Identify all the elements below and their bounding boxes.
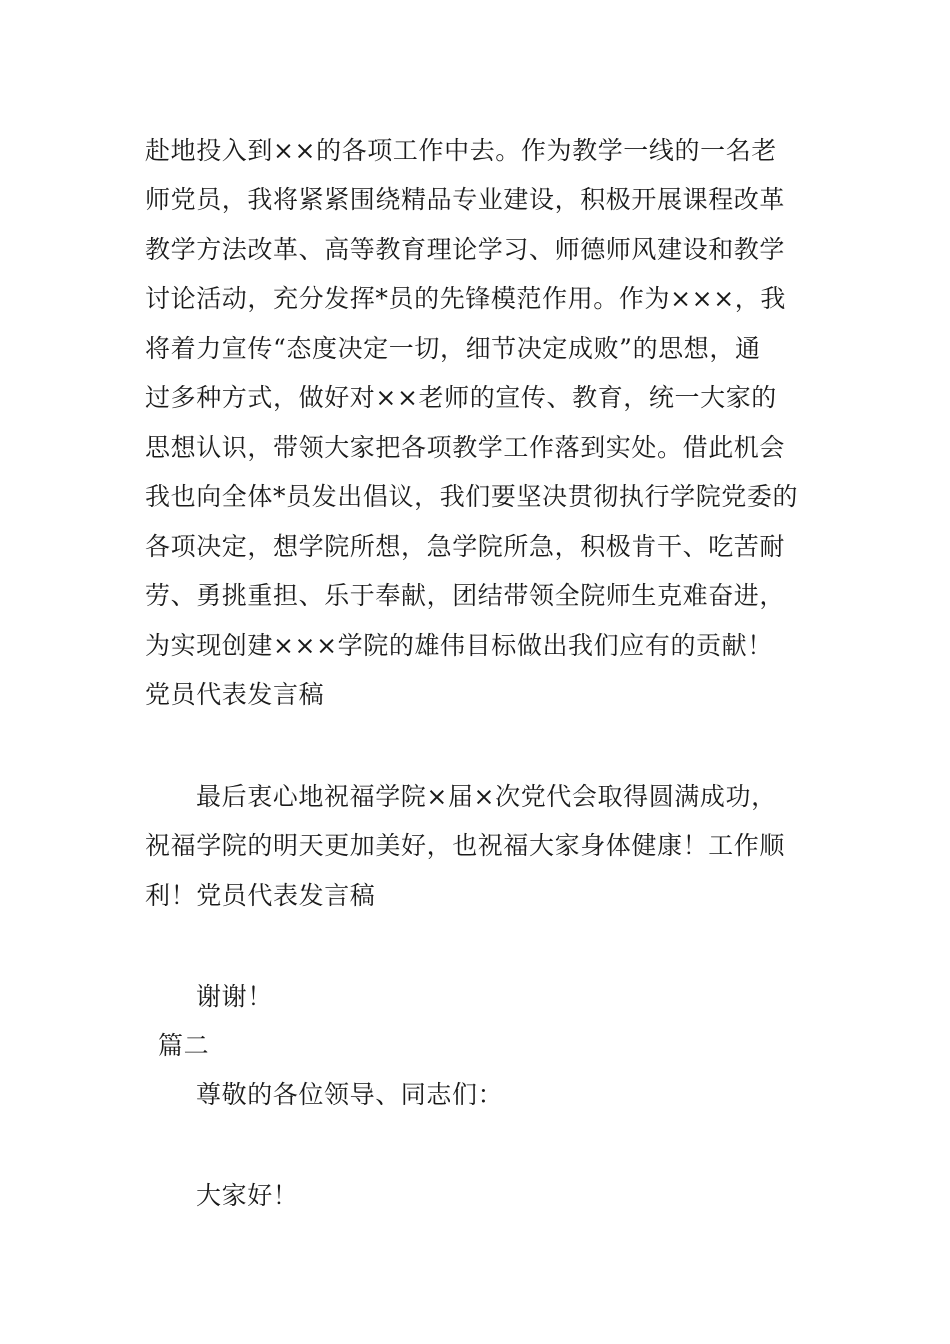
salutation: 尊敬的各位领导、同志们： bbox=[196, 1080, 504, 1109]
body-text-line: 最后衷心地祝福学院×届×次党代会取得圆满成功， bbox=[196, 782, 777, 811]
body-text-line: 为实现创建×××学院的雄伟目标做出我们应有的贡献！ bbox=[145, 631, 773, 660]
body-text-line: 教学方法改革、高等教育理论学习、师德师风建设和教学 bbox=[145, 235, 786, 264]
section-heading: 篇二 bbox=[158, 1031, 210, 1060]
body-text-line: 祝福学院的明天更加美好，也祝福大家身体健康！工作顺 bbox=[145, 831, 786, 860]
body-text-line: 思想认识，带领大家把各项教学工作落到实处。借此机会 bbox=[145, 433, 786, 462]
closing-thanks: 谢谢！ bbox=[196, 982, 273, 1011]
body-text-line: 利！党员代表发言稿 bbox=[145, 881, 376, 910]
body-text-line: 各项决定，想学院所想，急学院所急，积极肯干、吃苦耐 bbox=[145, 532, 786, 561]
body-text-line: 将着力宣传“态度决定一切，细节决定成败”的思想，通 bbox=[145, 334, 761, 363]
body-text-line: 师党员，我将紧紧围绕精品专业建设，积极开展课程改革 bbox=[145, 185, 786, 214]
body-text-line: 过多种方式，做好对××老师的宣传、教育，统一大家的 bbox=[145, 383, 777, 412]
greeting: 大家好！ bbox=[196, 1181, 299, 1210]
body-text-line: 党员代表发言稿 bbox=[145, 680, 325, 709]
body-text-line: 劳、勇挑重担、乐于奉献，团结带领全院师生克难奋进， bbox=[145, 581, 786, 610]
body-text-line: 赴地投入到××的各项工作中去。作为教学一线的一名老 bbox=[145, 136, 777, 165]
body-text-line: 我也向全体*员发出倡议，我们要坚决贯彻执行学院党委的 bbox=[145, 482, 799, 511]
body-text-line: 讨论活动，充分发挥*员的先锋模范作用。作为×××，我 bbox=[145, 284, 786, 313]
